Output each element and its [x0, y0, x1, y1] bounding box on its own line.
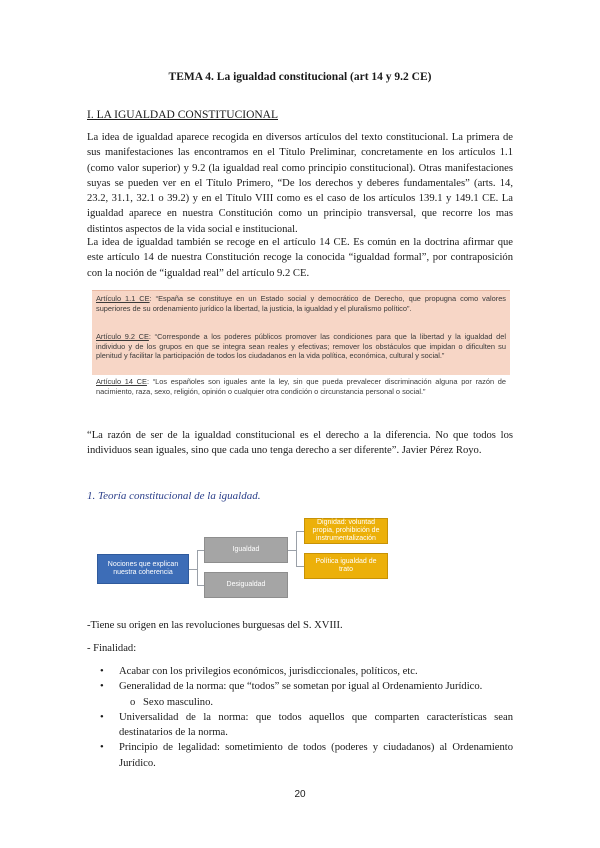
bullet-icon: • [100, 681, 104, 693]
diagram-desigualdad-node: Desigualdad [204, 572, 288, 598]
list-item-text: Sexo masculino. [143, 696, 214, 708]
sub-bullet-icon: o [130, 696, 136, 708]
list-item-text: Principio de legalidad: sometimiento de todos (poderes y ciudadanos) al Ordenamiento Jurídico. [119, 742, 513, 769]
article-9-2 [96, 332, 506, 361]
page-title: TEMA 4. La igualdad constitucional (art 14 y 9.2 CE) [168, 71, 432, 83]
connector [288, 550, 296, 551]
paragraph-1: La idea de igualdad aparece recogida en diversos artículos del texto constitucional. La primera de sus manifestaciones las encontramos en el Título Preliminar, concretamente en los artículos 1.1 (como valor superior) y 9.2 (la igualdad real como principio constitucional). Otras manifestaciones suyas se pueden ver en el Título Primero, “De los derechos y deberes fundamentales” (arts. 14, 23.2, 31.1, 32.1 o 39.2) y en el Título VIII como es el caso de los artículos 139.1 y 149.1 CE. La igualdad aparece en nuestra Constitución como un principio transversal, que recorre los mas distintos aspectos de la vida social e institucional. [87, 132, 513, 235]
connector [197, 550, 198, 586]
list-subitem [87, 695, 513, 710]
list-item [87, 664, 513, 679]
articles-box [92, 290, 510, 396]
list-item [87, 710, 513, 741]
list-item-text: Universalidad de la norma: que todos aquellos que comparten características sean destinatarios de la norma. [119, 711, 513, 739]
connector [197, 550, 204, 551]
diagram-root-node: Nociones que explican nuestra coherencia [97, 554, 189, 584]
bullet-icon: • [100, 742, 104, 754]
bullet-icon: • [100, 711, 104, 723]
diagram-dignidad-node: Dignidad: voluntad propia, prohibición de instrumentalización [304, 518, 388, 544]
quote: “La razón de ser de la igualdad constitucional es el derecho a la diferencia. No que todos los individuos sean iguales, sino que cada uno tenga derecho a ser diferente”. Javier Pérez Royo. [87, 430, 513, 457]
article-ref: Artículo 9.2 CE [96, 332, 149, 341]
finalidad-label: - Finalidad: [87, 643, 137, 654]
page-number: 20 [294, 789, 306, 800]
connector [189, 569, 197, 570]
connector [296, 531, 297, 566]
article-1-1 [96, 294, 506, 313]
list-item [87, 679, 513, 694]
diagram-igualdad-node: Igualdad [204, 537, 288, 563]
article-ref: Artículo 1.1 CE [96, 294, 150, 303]
subheading: 1. Teoría constitucional de la igualdad. [87, 490, 261, 502]
bullet-icon: • [100, 666, 104, 677]
article-text: : “España se constituye en un Estado social y democrático de Derecho, que propugna como valores superiores de su ordenamiento jurídico la libertad, la justicia, la igualdad y el pluralismo político”. [96, 294, 507, 313]
connector [296, 531, 304, 532]
finalidad-list [87, 664, 513, 771]
article-text: : “Los españoles son iguales ante la ley, sin que pueda prevalecer discriminación alguna por razón de nacimiento, raza, sexo, religión, opinión o cualquier otra condición o circunstancia personal o social.” [96, 377, 506, 396]
list-item [87, 740, 513, 771]
article-14 [96, 377, 506, 396]
paragraph-2: La idea de igualdad también se recoge en el artículo 14 CE. Es común en la doctrina afirmar que este artículo 14 de nuestra Constitución recoge la conocida “igualdad formal”, por contraposición con la noción de “igualdad real” del artículo 9.2 CE. [87, 237, 513, 279]
diagram-politica-node: Política igualdad de trato [304, 553, 388, 579]
connector [197, 585, 204, 586]
article-text: : “Corresponde a los poderes públicos promover las condiciones para que la libertad y la igualdad del individuo y de los grupos en que se integra sean reales y efectivas; remover los obstáculos que impidan o dificulten su plenitud y facilitar la participación de todos los ciudadanos en la vida política, económica, cultural y social.” [96, 332, 507, 361]
list-item-text: Generalidad de la norma: que “todos” se sometan por igual al Ordenamiento Jurídico. [119, 681, 483, 693]
section-heading: I. LA IGUALDAD CONSTITUCIONAL [87, 109, 279, 121]
origin-line: -Tiene su origen en las revoluciones burguesas del S. XVIII. [87, 620, 343, 631]
connector [296, 566, 304, 567]
article-ref: Artículo 14 CE [96, 377, 147, 386]
list-item-text: Acabar con los privilegios económicos, jurisdiccionales, políticos, etc. [119, 666, 418, 677]
